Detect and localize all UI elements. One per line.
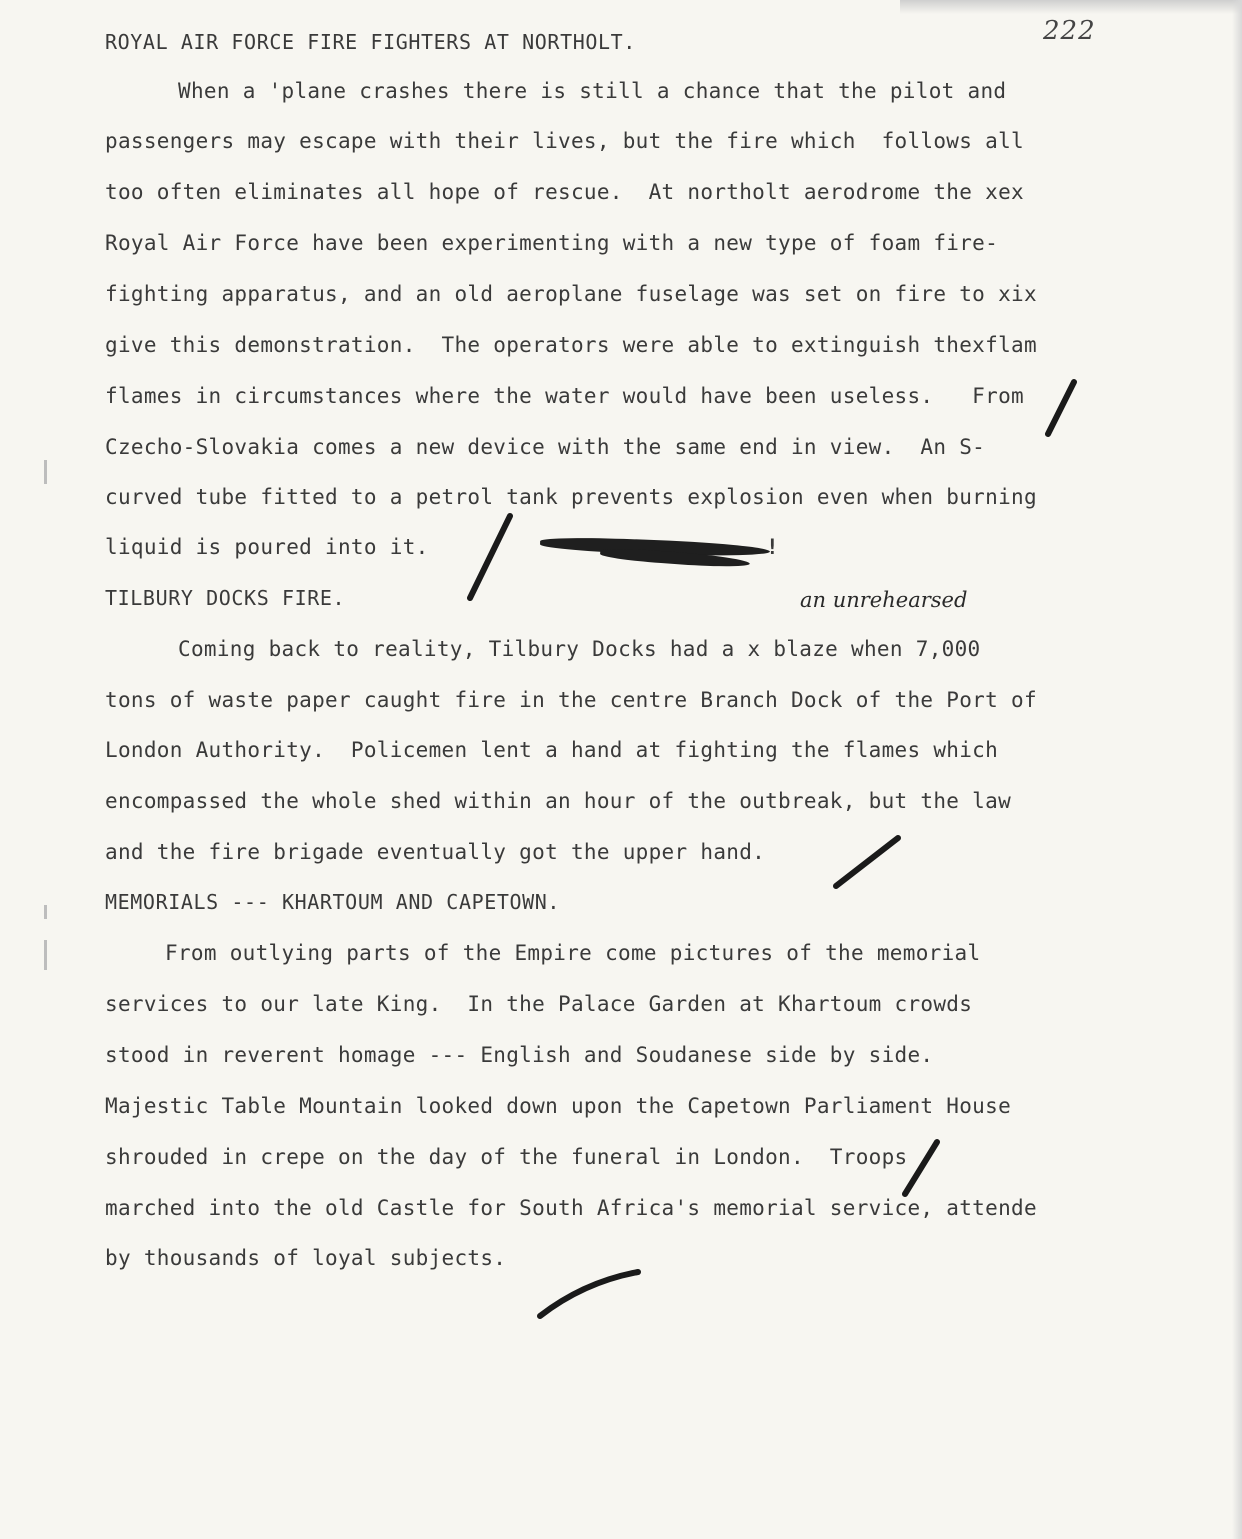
text-line: fighting apparatus, and an old aeroplane fuselage was set on fire to xix: [105, 282, 1037, 306]
edit-slash-mark: [460, 512, 520, 602]
text-line: marched into the old Castle for South Africa's memorial service, attende: [105, 1196, 1037, 1220]
text-line: shrouded in crepe on the day of the funeral in London. Troops: [105, 1145, 908, 1169]
end-dash-mark: [534, 1264, 644, 1324]
page-number: 222: [1043, 16, 1096, 46]
text-line: encompassed the whole shed within an hour of the outbreak, but the law: [105, 789, 1012, 813]
punch-mark-2: [44, 905, 47, 919]
text-line: London Authority. Policemen lent a hand at fighting the flames which: [105, 738, 999, 762]
section-heading: MEMORIALS --- KHARTOUM AND CAPETOWN.: [105, 890, 561, 914]
text-line: From outlying parts of the Empire come pictures of the memorial: [165, 941, 981, 965]
page-top-shadow: [900, 0, 1242, 14]
text-line: and the fire brigade eventually got the upper hand.: [105, 840, 766, 864]
text-line: Czecho-Slovakia comes a new device with the same end in view. An S-: [105, 435, 986, 459]
section-heading: TILBURY DOCKS FIRE.: [105, 586, 346, 610]
text-line: liquid is poured into it.: [105, 535, 429, 559]
text-line: tons of waste paper caught fire in the centre Branch Dock of the Port of: [105, 688, 1037, 712]
edit-slash-mark: [828, 832, 908, 892]
page-right-shadow: [1232, 0, 1242, 1539]
text-line: flames in circumstances where the water would have been useless. From: [105, 384, 1024, 408]
text-line: When a 'plane crashes there is still a chance that the pilot and: [178, 79, 1007, 103]
text-line: curved tube fitted to a petrol tank prevents explosion even when burning: [105, 485, 1037, 509]
text-line: Royal Air Force have been experimenting with a new type of foam fire-: [105, 231, 999, 255]
text-line: too often eliminates all hope of rescue. At northolt aerodrome the xex: [105, 180, 1024, 204]
handwritten-insertion: an unrehearsed: [800, 588, 968, 612]
punch-mark-1: [44, 460, 47, 484]
strikeout-end-mark: !: [766, 535, 779, 559]
text-line: stood in reverent homage --- English and Soudanese side by side.: [105, 1043, 934, 1067]
text-line: passengers may escape with their lives, but the fire which follows all: [105, 129, 1024, 153]
text-line: by thousands of loyal subjects.: [105, 1246, 507, 1270]
section-heading: ROYAL AIR FORCE FIRE FIGHTERS AT NORTHOLT.: [105, 30, 636, 54]
text-line: services to our late King. In the Palace Garden at Khartoum crowds: [105, 992, 973, 1016]
text-line: Majestic Table Mountain looked down upon the Capetown Parliament House: [105, 1094, 1012, 1118]
punch-mark-3: [44, 940, 47, 970]
text-line: Coming back to reality, Tilbury Docks had a x blaze when 7,000: [178, 637, 981, 661]
edit-slash-mark: [1040, 378, 1080, 438]
edit-slash-mark: [895, 1138, 945, 1198]
text-line: give this demonstration. The operators were able to extinguish thexflam: [105, 333, 1037, 357]
